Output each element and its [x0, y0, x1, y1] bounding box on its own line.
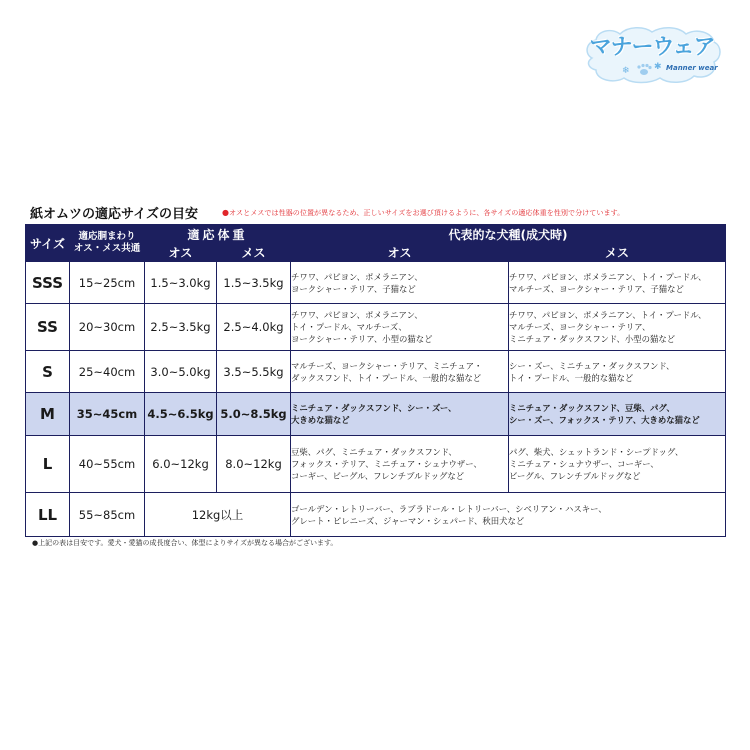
header-weight: 適応体重: [145, 225, 291, 244]
size-label: L: [26, 436, 70, 493]
logo-subtext: Manner wear: [666, 64, 718, 72]
female-weight: 3.5~5.5kg: [217, 351, 291, 393]
table-row: [26, 351, 726, 393]
header-girth-line1: 適応胴まわり: [78, 231, 136, 242]
snowflake-icon: ✱: [654, 62, 662, 72]
snowflake-icon: ❄: [622, 66, 630, 76]
header-breeds: 代表的な犬種(成犬時): [291, 225, 726, 244]
breed-line: チワワ、パピヨン、ポメラニアン、トイ・プードル、: [509, 310, 707, 320]
female-weight: 5.0~8.5kg: [217, 393, 291, 436]
breed-line: トイ・プードル、マルチーズ、: [291, 322, 407, 332]
breed-line: グレート・ピレニーズ、ジャーマン・シェパード、秋田犬など: [291, 515, 525, 526]
female-breeds: [509, 351, 726, 393]
breed-line: 大きめな猫など: [291, 415, 350, 425]
gender-note: ●オスとメスでは性器の位置が異なるため、正しいサイズをお選び頂けるように、各サイズの適応体重を性別で分けています。: [222, 208, 625, 217]
table-row: [26, 436, 726, 493]
breed-line: パグ、柴犬、シェットランド・シープドッグ、: [509, 447, 684, 457]
breed-line: シー・ズー、フォックス・テリア、大きめな猫など: [509, 415, 700, 425]
logo-text: マナーウェア: [589, 35, 715, 60]
female-breeds: [509, 304, 726, 351]
size-label: SS: [26, 304, 70, 351]
female-weight: 2.5~4.0kg: [217, 304, 291, 351]
header-size: サイズ: [26, 225, 70, 262]
size-label: M: [26, 393, 70, 436]
girth-value: 15~25cm: [70, 262, 145, 304]
breed-line: ミニチュア・ダックスフンド、豆柴、パグ、: [509, 403, 675, 413]
breed-line: ミニチュア・シュナウザー、コーギー、: [509, 459, 659, 469]
table-row-highlighted: [26, 393, 726, 436]
table-row: [26, 262, 726, 304]
male-breeds: [291, 351, 509, 393]
footnote-text: 上記の表は目安です。愛犬・愛猫の成長度合い、体型によりサイズが異なる場合がございます。: [38, 539, 338, 547]
breed-line: マルチーズ、ヨークシャー・テリア、子猫など: [509, 283, 684, 294]
female-weight: 1.5~3.5kg: [217, 262, 291, 304]
female-breeds: [509, 393, 726, 436]
girth-value: 20~30cm: [70, 304, 145, 351]
size-label: SSS: [26, 262, 70, 304]
breed-line: ヨークシャー・テリア、小型の猫など: [291, 334, 433, 344]
table-heading: 紙オムツの適応サイズの目安: [30, 207, 198, 222]
common-breeds: [291, 493, 726, 537]
breed-line: マルチーズ、ヨークシャー・テリア、: [509, 322, 651, 332]
gender-note-text: オスとメスでは性器の位置が異なるため、正しいサイズをお選び頂けるように、各サイズの適応体重を性別で分けています。: [228, 208, 625, 217]
size-label: S: [26, 351, 70, 393]
girth-value: 35~45cm: [70, 393, 145, 436]
breed-line: マルチーズ、ヨークシャー・テリア、ミニチュア・: [291, 360, 483, 371]
male-weight: 3.0~5.0kg: [145, 351, 217, 393]
female-breeds: [509, 436, 726, 493]
breed-line: ヨークシャー・テリア、子猫など: [291, 283, 416, 294]
breed-line: シー・ズー、ミニチュア・ダックスフンド、: [509, 360, 675, 371]
female-weight: 8.0~12kg: [217, 436, 291, 493]
breed-line: フォックス・テリア、ミニチュア・シュナウザー、: [291, 459, 482, 469]
breed-line: ゴールデン・レトリーバー、ラブラドール・レトリーバー、シベリアン・ハスキー、: [291, 503, 607, 514]
breed-line: コーギー、ビーグル、フレンチブルドッグなど: [291, 471, 465, 481]
male-breeds: [291, 262, 509, 304]
header-girth: [70, 225, 145, 262]
breed-line: ダックスフンド、トイ・プードル、一般的な猫など: [291, 372, 482, 383]
brand-logo: [582, 24, 722, 86]
breed-line: ビーグル、フレンチブルドッグなど: [509, 471, 641, 481]
breed-line: チワワ、パピヨン、ポメラニアン、: [291, 310, 423, 320]
male-breeds: [291, 304, 509, 351]
header-girth-line2: オス・メス共通: [73, 243, 141, 254]
breed-line: ミニチュア・ダックスフンド、小型の猫など: [509, 334, 676, 344]
size-label: LL: [26, 493, 70, 537]
size-table: [25, 224, 726, 537]
table-row: [26, 493, 726, 537]
male-weight: 6.0~12kg: [145, 436, 217, 493]
female-breeds: [509, 262, 726, 304]
male-weight: 2.5~3.5kg: [145, 304, 217, 351]
table-row: [26, 304, 726, 351]
footnote: ●上記の表は目安です。愛犬・愛猫の成長度合い、体型によりサイズが異なる場合がございます。: [32, 539, 338, 547]
breed-line: 豆柴、パグ、ミニチュア・ダックスフンド、: [291, 447, 457, 457]
breed-line: チワワ、パピヨン、ポメラニアン、: [291, 271, 423, 282]
breed-line: チワワ、パピヨン、ポメラニアン、トイ・プードル、: [509, 271, 707, 282]
girth-value: 40~55cm: [70, 436, 145, 493]
breed-line: ミニチュア・ダックスフンド、シー・ズー、: [291, 403, 457, 413]
male-breeds: [291, 393, 509, 436]
header-weight-female: メス: [217, 244, 291, 262]
girth-value: 25~40cm: [70, 351, 145, 393]
male-weight: 1.5~3.0kg: [145, 262, 217, 304]
girth-value: 55~85cm: [70, 493, 145, 537]
male-breeds: [291, 436, 509, 493]
male-weight: 4.5~6.5kg: [145, 393, 217, 436]
header-breeds-male: オス: [291, 244, 509, 262]
header-breeds-female: メス: [509, 244, 726, 262]
common-weight: 12kg以上: [145, 493, 291, 537]
header-weight-male: オス: [145, 244, 217, 262]
breed-line: トイ・プードル、一般的な猫など: [509, 372, 634, 383]
